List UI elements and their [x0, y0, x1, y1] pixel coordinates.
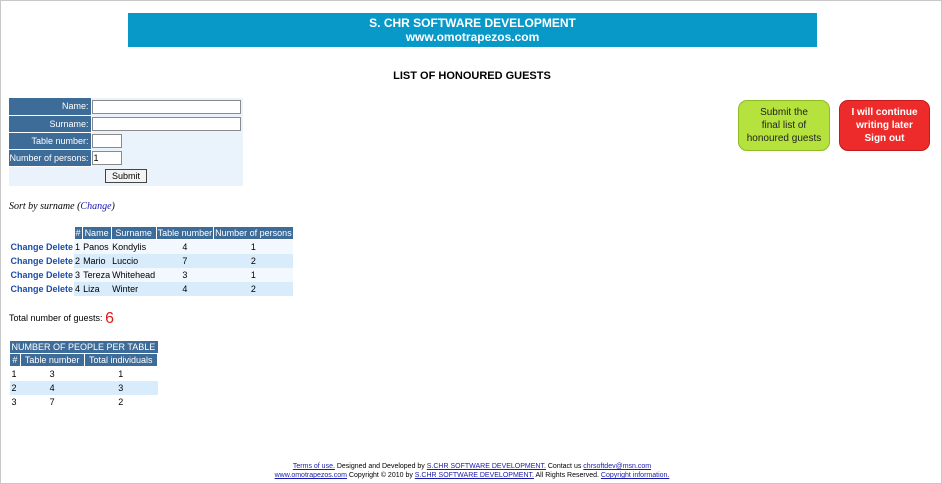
- continue-later-signout-button[interactable]: [839, 100, 930, 151]
- guest-persons: 2: [214, 254, 294, 268]
- continue-line-1: I will continue: [851, 107, 918, 118]
- submit-list-line-2: final list of: [761, 120, 807, 131]
- persons-field[interactable]: [92, 151, 122, 165]
- total-value: 6: [105, 310, 114, 327]
- designed-text: Designed and Developed by: [336, 463, 425, 470]
- delete-link[interactable]: Delete: [46, 283, 74, 294]
- guest-name: Tereza: [83, 269, 111, 280]
- table-number-field[interactable]: [92, 134, 122, 148]
- delete-link[interactable]: Delete: [46, 241, 74, 252]
- guest-form: [9, 98, 243, 186]
- table-row: [10, 268, 294, 282]
- pt-table: 3: [20, 367, 84, 381]
- guests-table: [9, 226, 294, 296]
- col-name: Name: [82, 227, 111, 240]
- pt-table: 7: [20, 395, 84, 409]
- pt-total: 3: [84, 381, 157, 395]
- guest-name: Panos: [82, 240, 111, 254]
- pt-table: 4: [20, 381, 84, 395]
- guest-persons: 1: [214, 268, 294, 282]
- table-row: [10, 367, 158, 381]
- name-field[interactable]: [92, 100, 241, 114]
- guest-surname: Kondylis: [111, 240, 156, 254]
- terms-link[interactable]: Terms of use.: [292, 463, 335, 470]
- guest-num: 1: [74, 240, 82, 254]
- table-row: [10, 381, 158, 395]
- guest-surname: Winter: [111, 282, 156, 296]
- site-banner: [128, 13, 817, 47]
- guest-name: Mario: [82, 254, 111, 268]
- surname-field[interactable]: [92, 117, 241, 131]
- surname-label: Surname:: [9, 115, 91, 132]
- guest-table: 7: [156, 254, 214, 268]
- persons-label: Number of persons:: [9, 149, 91, 166]
- guests-header-row: [10, 227, 294, 240]
- guest-surname: Luccio: [111, 254, 156, 268]
- change-link[interactable]: Change: [10, 269, 44, 280]
- change-link[interactable]: Change: [10, 283, 44, 294]
- guest-table: 4: [156, 240, 214, 254]
- copyright-text: Copyright © 2010 by: [348, 472, 413, 479]
- delete-link[interactable]: Delete: [46, 255, 74, 266]
- table-number-label: Table number:: [9, 132, 91, 149]
- banner-url: www.omotrapezos.com: [405, 30, 540, 44]
- footer: [1, 462, 942, 480]
- continue-line-3: Sign out: [864, 133, 905, 144]
- guest-name: Liza: [82, 282, 111, 296]
- col-surname: Surname: [111, 227, 156, 240]
- guest-num: 4: [75, 283, 81, 294]
- submit-list-line-3: honoured guests: [746, 133, 822, 144]
- rights-text: All Rights Reserved.: [535, 472, 599, 479]
- guest-surname: Whitehead: [112, 269, 156, 280]
- guest-num: 2: [75, 255, 81, 266]
- submit-final-list-button[interactable]: [738, 100, 830, 151]
- pt-num: 3: [10, 395, 21, 409]
- table-row: [10, 240, 294, 254]
- contact-text: Contact us: [547, 463, 582, 470]
- email-link[interactable]: chrsoftdev@msn.com: [583, 463, 652, 470]
- pt-col-num: #: [10, 354, 21, 367]
- col-persons: Number of persons: [215, 228, 292, 238]
- site-link[interactable]: www.omotrapezos.com: [274, 472, 347, 479]
- name-label: Name:: [9, 98, 91, 115]
- sort-text: Sort by surname: [9, 201, 75, 212]
- people-per-table: [9, 341, 158, 409]
- pt-col-total: Total individuals: [84, 354, 157, 367]
- table-row: [10, 254, 294, 268]
- guest-table: 3: [156, 268, 214, 282]
- table-row: [10, 395, 158, 409]
- copyright-info-link[interactable]: Copyright information.: [600, 472, 670, 479]
- pt-total: 2: [84, 395, 157, 409]
- pt-num: 1: [10, 367, 21, 381]
- per-table-caption: NUMBER OF PEOPLE PER TABLE: [10, 341, 158, 354]
- submit-list-line-1: Submit the: [760, 107, 808, 118]
- table-row: [10, 282, 294, 296]
- submit-button[interactable]: Submit: [105, 169, 147, 183]
- pt-col-table: Table number: [20, 354, 84, 367]
- pt-num: 2: [10, 381, 21, 395]
- total-guests: [9, 310, 114, 328]
- sort-change-link[interactable]: Change: [80, 201, 112, 212]
- guest-persons: 2: [214, 282, 294, 296]
- col-table-number: Table number: [157, 228, 213, 238]
- sort-line: Sort by surname (Change): [9, 201, 115, 212]
- continue-line-2: writing later: [856, 120, 913, 131]
- page-title: LIST OF HONOURED GUESTS: [393, 70, 551, 82]
- guest-persons: 1: [214, 240, 294, 254]
- col-num: #: [75, 228, 81, 238]
- guest-num: 3: [75, 269, 81, 280]
- banner-company: S. CHR SOFTWARE DEVELOPMENT: [369, 16, 576, 30]
- change-link[interactable]: Change: [10, 241, 44, 252]
- guest-table: 4: [156, 282, 214, 296]
- pt-total: 1: [84, 367, 157, 381]
- delete-link[interactable]: Delete: [46, 269, 74, 280]
- total-label: Total number of guests:: [9, 313, 103, 323]
- change-link[interactable]: Change: [10, 255, 44, 266]
- company-link-2[interactable]: S.CHR SOFTWARE DEVELOPMENT.: [414, 472, 534, 479]
- company-link[interactable]: S.CHR SOFTWARE DEVELOPMENT.: [426, 463, 546, 470]
